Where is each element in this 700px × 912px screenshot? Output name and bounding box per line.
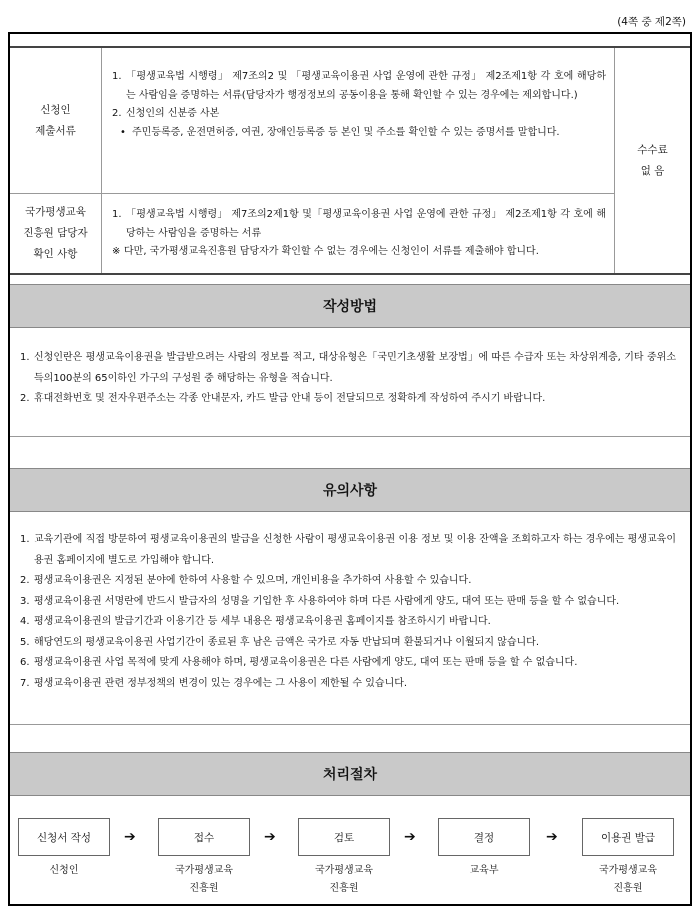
step-box: 검토 — [298, 818, 390, 856]
step-owner — [158, 862, 250, 898]
owner-line2: 진흥원 — [613, 883, 643, 894]
item-text: 평생교육이용권의 발급기간과 이용기간 등 세부 내용은 평생교육이용권 홈페이지를 참조하시기 바랍니다. — [34, 616, 491, 627]
officer-label-line3: 확인 사항 — [33, 248, 78, 260]
item-number: 2. — [20, 575, 30, 586]
applicant-docs-content — [102, 48, 614, 193]
note-item — [20, 674, 676, 695]
step-box: 이용권 발급 — [582, 818, 674, 856]
step-apply — [18, 818, 110, 880]
owner-line1: 교육부 — [469, 865, 499, 876]
item-number: 1. — [20, 534, 30, 545]
procedure-flow — [10, 818, 690, 908]
arrow-right-icon: ➔ — [124, 829, 136, 845]
bullet-icon: • — [120, 126, 126, 138]
sub-text: 주민등록증, 운전면허증, 여권, 장애인등록증 등 본인 및 주소를 확인할 수 있는 증명서를 말합니다. — [132, 126, 560, 138]
owner-line1: 신청인 — [49, 865, 79, 876]
item-text: 평생교육이용권은 지정된 분야에 한하여 사용할 수 있으며, 개인비용을 추가하여 사용할 수 있습니다. — [34, 575, 472, 586]
item-number: 1. — [20, 352, 30, 363]
item-number: 3. — [20, 595, 30, 607]
writing-method-title: 작성방법 — [10, 284, 690, 328]
officer-note — [112, 243, 606, 262]
item-text: 휴대전화번호 및 전자우편주소는 각종 안내문자, 카드 발급 안내 등이 전달되므로 정확하게 작성하여 주시기 바랍니다. — [34, 393, 546, 404]
step-review — [298, 818, 390, 898]
owner-line2: 진흥원 — [329, 883, 359, 894]
fee-label: 수수료 — [637, 143, 668, 156]
divider — [10, 273, 690, 275]
owner-line2: 진흥원 — [189, 883, 219, 894]
note-item — [20, 571, 676, 592]
item-text: 교육기관에 직접 방문하여 평생교육이용권의 발급을 신청한 사람이 평생교육이용권 이용 정보 및 이용 잔액을 조회하고자 하는 경우에는 평생교육이용권 홈페이지에 별도로 가입해야 합니다. — [34, 534, 676, 566]
form-frame — [8, 32, 692, 906]
officer-check-label — [10, 193, 102, 273]
item-text: 평생교육이용권 사업 목적에 맞게 사용해야 하며, 평생교육이용권은 다른 사람에게 양도, 대여 또는 판매 등을 할 수 없습니다. — [34, 657, 578, 668]
notes-title: 유의사항 — [10, 468, 690, 512]
item-text: 평생교육이용권 서명란에 반드시 발급자의 성명을 기입한 후 사용하여야 하며 다른 사람에게 양도, 대여 또는 판매 등을 할 수 없습니다. — [34, 595, 620, 607]
officer-check-item — [112, 206, 606, 243]
step-receive — [158, 818, 250, 898]
note-item — [20, 592, 676, 613]
applicant-doc-item — [112, 105, 606, 124]
item-number: 5. — [20, 636, 30, 648]
applicant-doc-item — [112, 68, 606, 105]
step-box: 접수 — [158, 818, 250, 856]
item-text: 「평생교육법 시행령」 제7조의2 및 「평생교육이용권 사업 운영에 관한 규정」 제2조제1항 각 호에 해당하는 사람임을 증명하는 서류(담당자가 행정정보의 공동이용을 통해 확인할 수 있는 경우에는 제외합니다.) — [126, 71, 606, 101]
note-item — [20, 530, 676, 571]
writing-method-item — [20, 348, 676, 389]
item-text: 해당연도의 평생교육이용권 사업기간이 종료된 후 남은 금액은 국가로 자동 반납되며 환불되거나 이월되지 않습니다. — [34, 636, 540, 648]
owner-line1: 국가평생교육 — [599, 865, 657, 876]
applicant-label-line2: 제출서류 — [35, 124, 76, 137]
step-owner — [298, 862, 390, 898]
documents-table — [10, 48, 690, 273]
fee-value: 없 음 — [640, 164, 665, 177]
step-decide — [438, 818, 530, 880]
step-box: 결정 — [438, 818, 530, 856]
officer-label-line2: 진흥원 담당자 — [23, 227, 88, 239]
item-text: 신청인란은 평생교육이용권을 발급받으려는 사람의 정보를 적고, 대상유형은「국민기초생활 보장법」에 따른 수급자 또는 차상위계층, 기타 중위소득의100분의 65이하인 가구의 구성원 중 해당하는 유형을 적습니다. — [34, 352, 676, 384]
divider — [10, 724, 690, 725]
applicant-label-line1: 신청인 — [40, 103, 71, 116]
note-text: 다만, 국가평생교육진흥원 담당자가 확인할 수 없는 경우에는 신청인이 서류를 제출해야 합니다. — [124, 246, 539, 257]
arrow-right-icon: ➔ — [546, 829, 558, 845]
item-text: 「평생교육법 시행령」 제7조의2제1항 및「평생교육이용권 사업 운영에 관한 규정」 제2조제1항 각 호에 해당하는 사람임을 증명하는 서류 — [126, 209, 606, 239]
officer-check-content — [102, 193, 614, 273]
note-item — [20, 612, 676, 633]
note-mark-icon: ※ — [112, 246, 121, 257]
page-indicator: (4쪽 중 제2쪽) — [617, 16, 686, 28]
writing-method-item — [20, 389, 676, 410]
id-card-note — [112, 124, 606, 143]
note-item — [20, 653, 676, 674]
applicant-docs-label — [10, 48, 102, 193]
item-number: 7. — [20, 677, 30, 689]
arrow-right-icon: ➔ — [264, 829, 276, 845]
note-item — [20, 633, 676, 654]
item-number: 2. — [20, 393, 30, 404]
step-box: 신청서 작성 — [18, 818, 110, 856]
item-number: 1. — [112, 71, 122, 82]
owner-line1: 국가평생교육 — [175, 865, 233, 876]
step-owner — [18, 862, 110, 880]
arrow-right-icon: ➔ — [404, 829, 416, 845]
item-number: 6. — [20, 657, 30, 668]
officer-label-line1: 국가평생교육 — [25, 206, 86, 218]
writing-method-body — [10, 348, 690, 410]
procedure-title: 처리절차 — [10, 752, 690, 796]
item-number: 2. — [112, 108, 122, 119]
divider — [10, 436, 690, 437]
fee-cell — [614, 48, 690, 273]
item-number: 1. — [112, 209, 122, 220]
step-owner — [438, 862, 530, 880]
item-number: 4. — [20, 616, 30, 627]
item-text: 신청인의 신분증 사본 — [126, 108, 220, 119]
notes-body — [10, 530, 690, 694]
step-owner — [582, 862, 674, 898]
item-text: 평생교육이용권 관련 정부정책의 변경이 있는 경우에는 그 사용이 제한될 수 있습니다. — [34, 677, 408, 689]
owner-line1: 국가평생교육 — [315, 865, 373, 876]
step-issue — [582, 818, 674, 898]
